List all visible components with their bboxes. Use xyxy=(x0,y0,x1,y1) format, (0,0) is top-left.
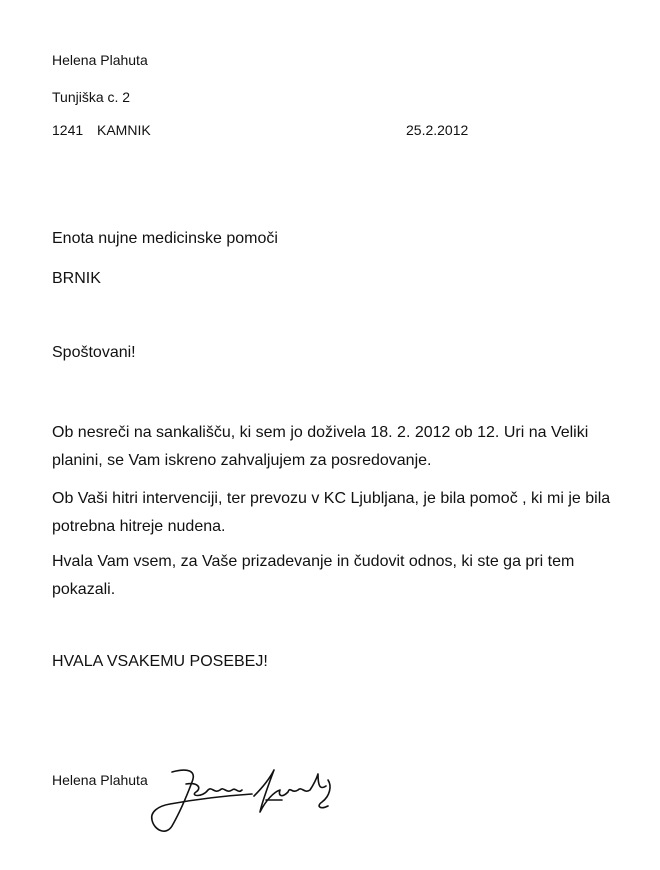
recipient-line-1: Enota nujne medicinske pomoči xyxy=(52,230,278,247)
sender-postcode: 1241 xyxy=(52,122,84,138)
signature-printed-name: Helena Plahuta xyxy=(52,772,148,788)
sender-street: Tunjiška c. 2 xyxy=(52,89,131,105)
body-paragraph-3: Hvala Vam vsem, za Vaše prizadevanje in čudovit odnos, ki ste ga pri tem pokazali. xyxy=(52,553,575,598)
body-paragraph-2: Ob Vaši hitri intervenciji, ter prevozu v KC Ljubljana, je bila pomoč , ki mi je bila potrebna hitreje nudena. xyxy=(52,490,611,535)
letter-date: 25.2.2012 xyxy=(406,122,469,138)
salutation: Spoštovani! xyxy=(52,344,136,361)
handwritten-signature xyxy=(142,760,342,840)
sender-name: Helena Plahuta xyxy=(52,52,148,68)
body-paragraph-1: Ob nesreči na sankališču, ki sem jo doživela 18. 2. 2012 ob 12. Uri na Veliki planini, se Vam iskreno zahvaljujem za posredovanje. xyxy=(52,424,589,469)
sender-city: KAMNIK xyxy=(97,122,151,138)
recipient-line-2: BRNIK xyxy=(52,270,101,287)
closing-line: HVALA VSAKEMU POSEBEJ! xyxy=(52,653,268,670)
